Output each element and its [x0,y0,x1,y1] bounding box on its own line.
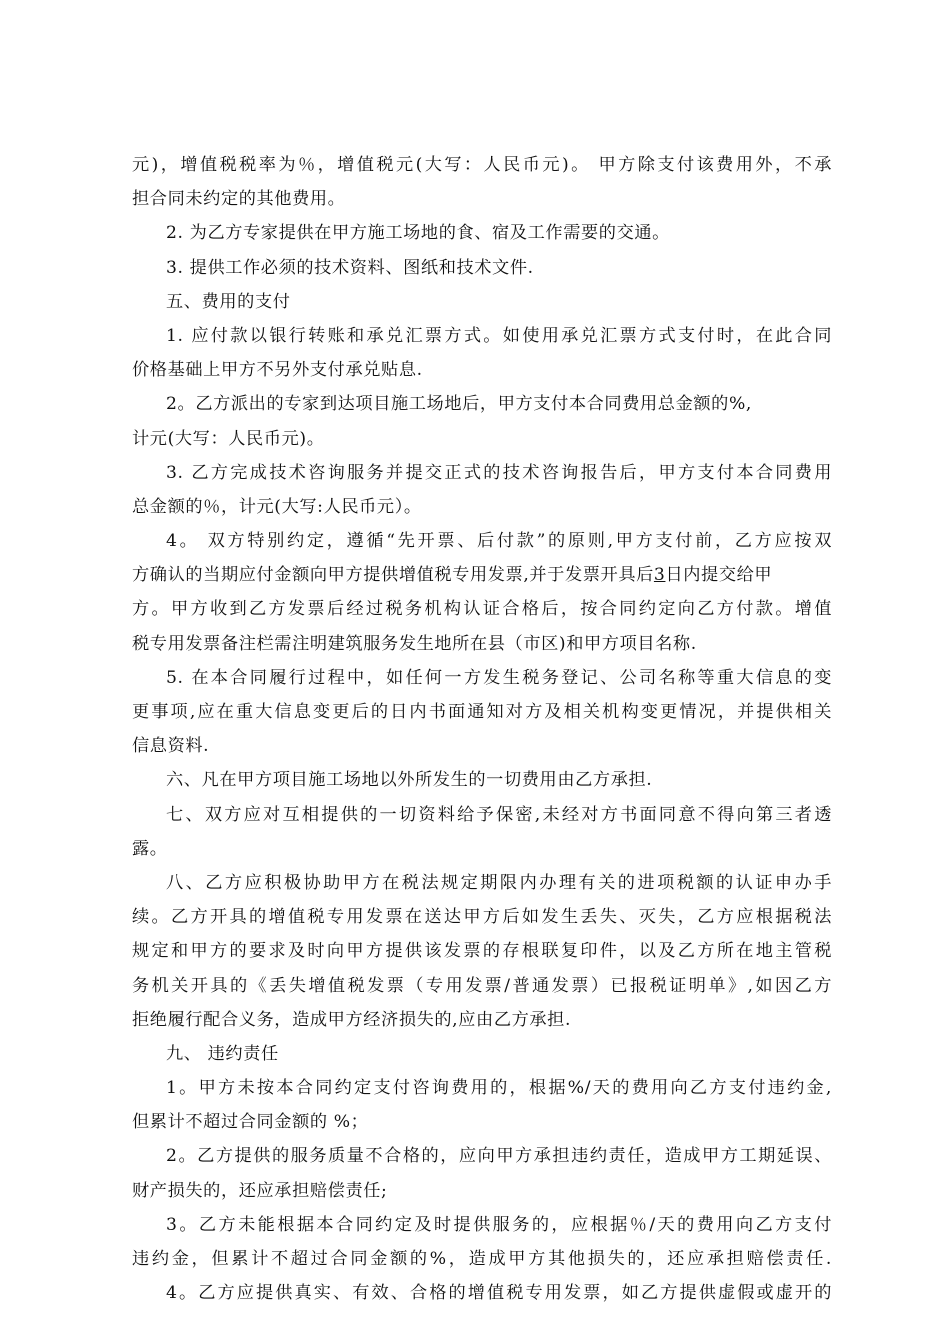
text-line: 1. 应付款以银行转账和承兑汇票方式。如使用承兑汇票方式支付时，在此合同 [166,325,832,346]
text-line: 露。 [132,838,168,859]
text-line: 税专用发票备注栏需注明建筑服务发生地所在县（市区)和甲方项目名称. [132,633,697,654]
text-fragment: 日内提交给甲 [665,565,773,586]
section-heading: 五、费用的支付 [166,291,291,312]
section-heading: 九、 违约责任 [166,1043,279,1064]
text-line: 违约金，但累计不超过合同金额的%，造成甲方其他损失的，还应承担赔偿责任. [132,1249,832,1269]
text-line: 3. 提供工作必须的技术资料、图纸和技术文件. [166,257,534,278]
section-heading: 六、凡在甲方项目施工场地以外所发生的一切费用由乙方承担. [166,770,653,791]
text-line: 4。乙方应提供真实、有效、合格的增值税专用发票，如乙方提供虚假或虚开的 [166,1283,832,1304]
text-line: 2. 为乙方专家提供在甲方施工场地的食、宿及工作需要的交通。 [166,223,670,244]
text-line: 务机关开具的《丢失增值税发票（专用发票/普通发票）已报税证明单》,如因乙方 [132,975,832,996]
text-fragment: 方确认的当期应付金额向甲方提供增值税专用发票,并于发票开具后 [132,565,654,586]
text-line: 担合同未约定的其他费用。 [132,189,346,210]
text-line: 续。乙方开具的增值税专用发票在送达甲方后如发生丢失、灭失，乙方应根据税法 [132,907,832,928]
text-line: 更事项,应在重大信息变更后的日内书面通知对方及相关机构变更情况，并提供相关 [132,702,832,722]
text-line: 1。甲方未按本合同约定支付咨询费用的，根据%/天的费用向乙方支付违约金, [166,1078,832,1099]
text-line: 3。乙方未能根据本合同约定及时提供服务的，应根据％/天的费用向乙方支付 [166,1214,832,1235]
section-heading: 八、乙方应积极协助甲方在税法规定期限内办理有关的进项税额的认证申办手 [166,872,832,893]
text-line: 信息资料. [132,736,210,757]
text-line: 计元(大写：人民币元)。 [132,428,325,449]
text-line: 2。乙方提供的服务质量不合格的，应向甲方承担违约责任，造成甲方工期延误、 [166,1146,832,1167]
text-line: 规定和甲方的要求及时向甲方提供该发票的存根联复印件，以及乙方所在地主管税 [132,941,832,962]
text-line: 元)，增值税税率为％，增值税元(大写：人民币元)。 甲方除支付该费用外，不承 [132,155,832,175]
text-line [132,558,832,592]
contract-body [132,148,832,1310]
section-heading: 七、双方应对互相提供的一切资料给予保密,未经对方书面同意不得向第三者透 [166,804,832,825]
text-line: 3. 乙方完成技术咨询服务并提交正式的技术咨询报告后，甲方支付本合同费用 [166,462,832,483]
text-line: 方。甲方收到乙方发票后经过税务机构认证合格后，按合同约定向乙方付款。增值 [132,599,832,620]
text-line: 总金额的％，计元(大写:人民币元）。 [132,496,422,517]
text-line: 4。 双方特别约定，遵循“先开票、后付款”的原则,甲方支付前，乙方应按双 [166,531,832,552]
text-line: 5. 在本合同履行过程中，如任何一方发生税务登记、公司名称等重大信息的变 [166,667,832,688]
text-line: 2。乙方派出的专家到达项目施工场地后，甲方支付本合同费用总金额的%, [166,394,752,415]
text-line: 价格基础上甲方不另外支付承兑贴息. [132,360,423,381]
text-line: 拒绝履行配合义务，造成甲方经济损失的,应由乙方承担. [132,1009,572,1030]
underlined-days-value: 3 [653,565,666,586]
text-line: 财产损失的，还应承担赔偿责任; [132,1180,388,1201]
text-line: 但累计不超过合同金额的 %； [132,1112,369,1133]
